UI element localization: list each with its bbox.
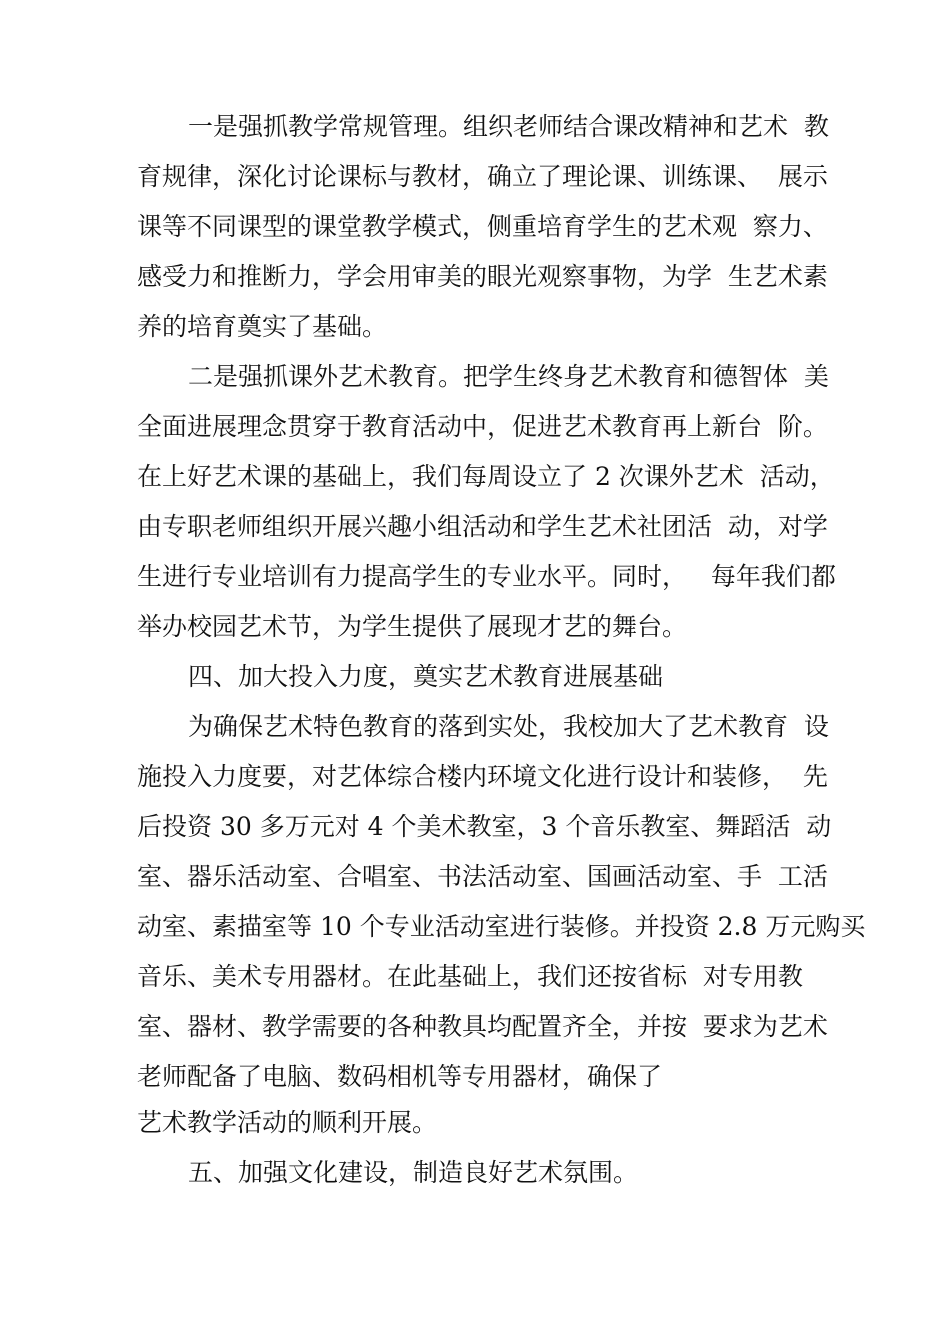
text-line: 由专职老师组织开展兴趣小组活动和学生艺术社团活 动，对学 [137, 512, 828, 541]
text-line: 养的培育奠实了基础。 [137, 312, 388, 341]
text-line: 后投资 30 多万元对 4 个美术教室，3 个音乐教室、舞蹈活 动 [137, 812, 832, 841]
text-line: 在上好艺术课的基础上，我们每周设立了 2 次课外艺术 活动， [137, 462, 835, 491]
text-line: 生进行专业培训有力提高学生的专业水平。同时， 每年我们都 [137, 562, 836, 591]
text-line: 全面进展理念贯穿于教育活动中，促进艺术教育再上新台 阶。 [137, 412, 828, 441]
text-line: 为确保艺术特色教育的落到实处，我校加大了艺术教育 设 [188, 712, 829, 741]
text-line: 音乐、美术专用器材。在此基础上，我们还按省标 对专用教 [137, 962, 803, 991]
text-line: 一是强抓教学常规管理。组织老师结合课改精神和艺术 教 [188, 112, 829, 141]
text-line: 课等不同课型的课堂教学模式，侧重培育学生的艺术观 察力、 [137, 212, 828, 241]
text-line: 动室、素描室等 10 个专业活动室进行装修。并投资 2.8 万元购买 [137, 912, 866, 941]
text-line: 老师配备了电脑、数码相机等专用器材，确保了 [137, 1062, 663, 1091]
text-line: 举办校园艺术节，为学生提供了展现才艺的舞台。 [137, 612, 688, 641]
text-line: 室、器乐活动室、合唱室、书法活动室、国画活动室、手 工活 [137, 862, 828, 891]
text-line: 室、器材、教学需要的各种教具均配置齐全，并按 要求为艺术 [137, 1012, 828, 1041]
text-line: 育规律，深化讨论课标与教材，确立了理论课、训练课、 展示 [137, 162, 828, 191]
text-line: 二是强抓课外艺术教育。把学生终身艺术教育和德智体 美 [188, 362, 829, 391]
section-heading: 五、加强文化建设，制造良好艺术氛围。 [188, 1158, 639, 1187]
text-line: 感受力和推断力，学会用审美的眼光观察事物，为学 生艺术素 [137, 262, 828, 291]
text-line: 艺术教学活动的顺利开展。 [137, 1108, 438, 1137]
text-line: 施投入力度要，对艺体综合楼内环境文化进行设计和装修， 先 [137, 762, 828, 791]
section-heading: 四、加大投入力度，奠实艺术教育进展基础 [188, 662, 664, 691]
